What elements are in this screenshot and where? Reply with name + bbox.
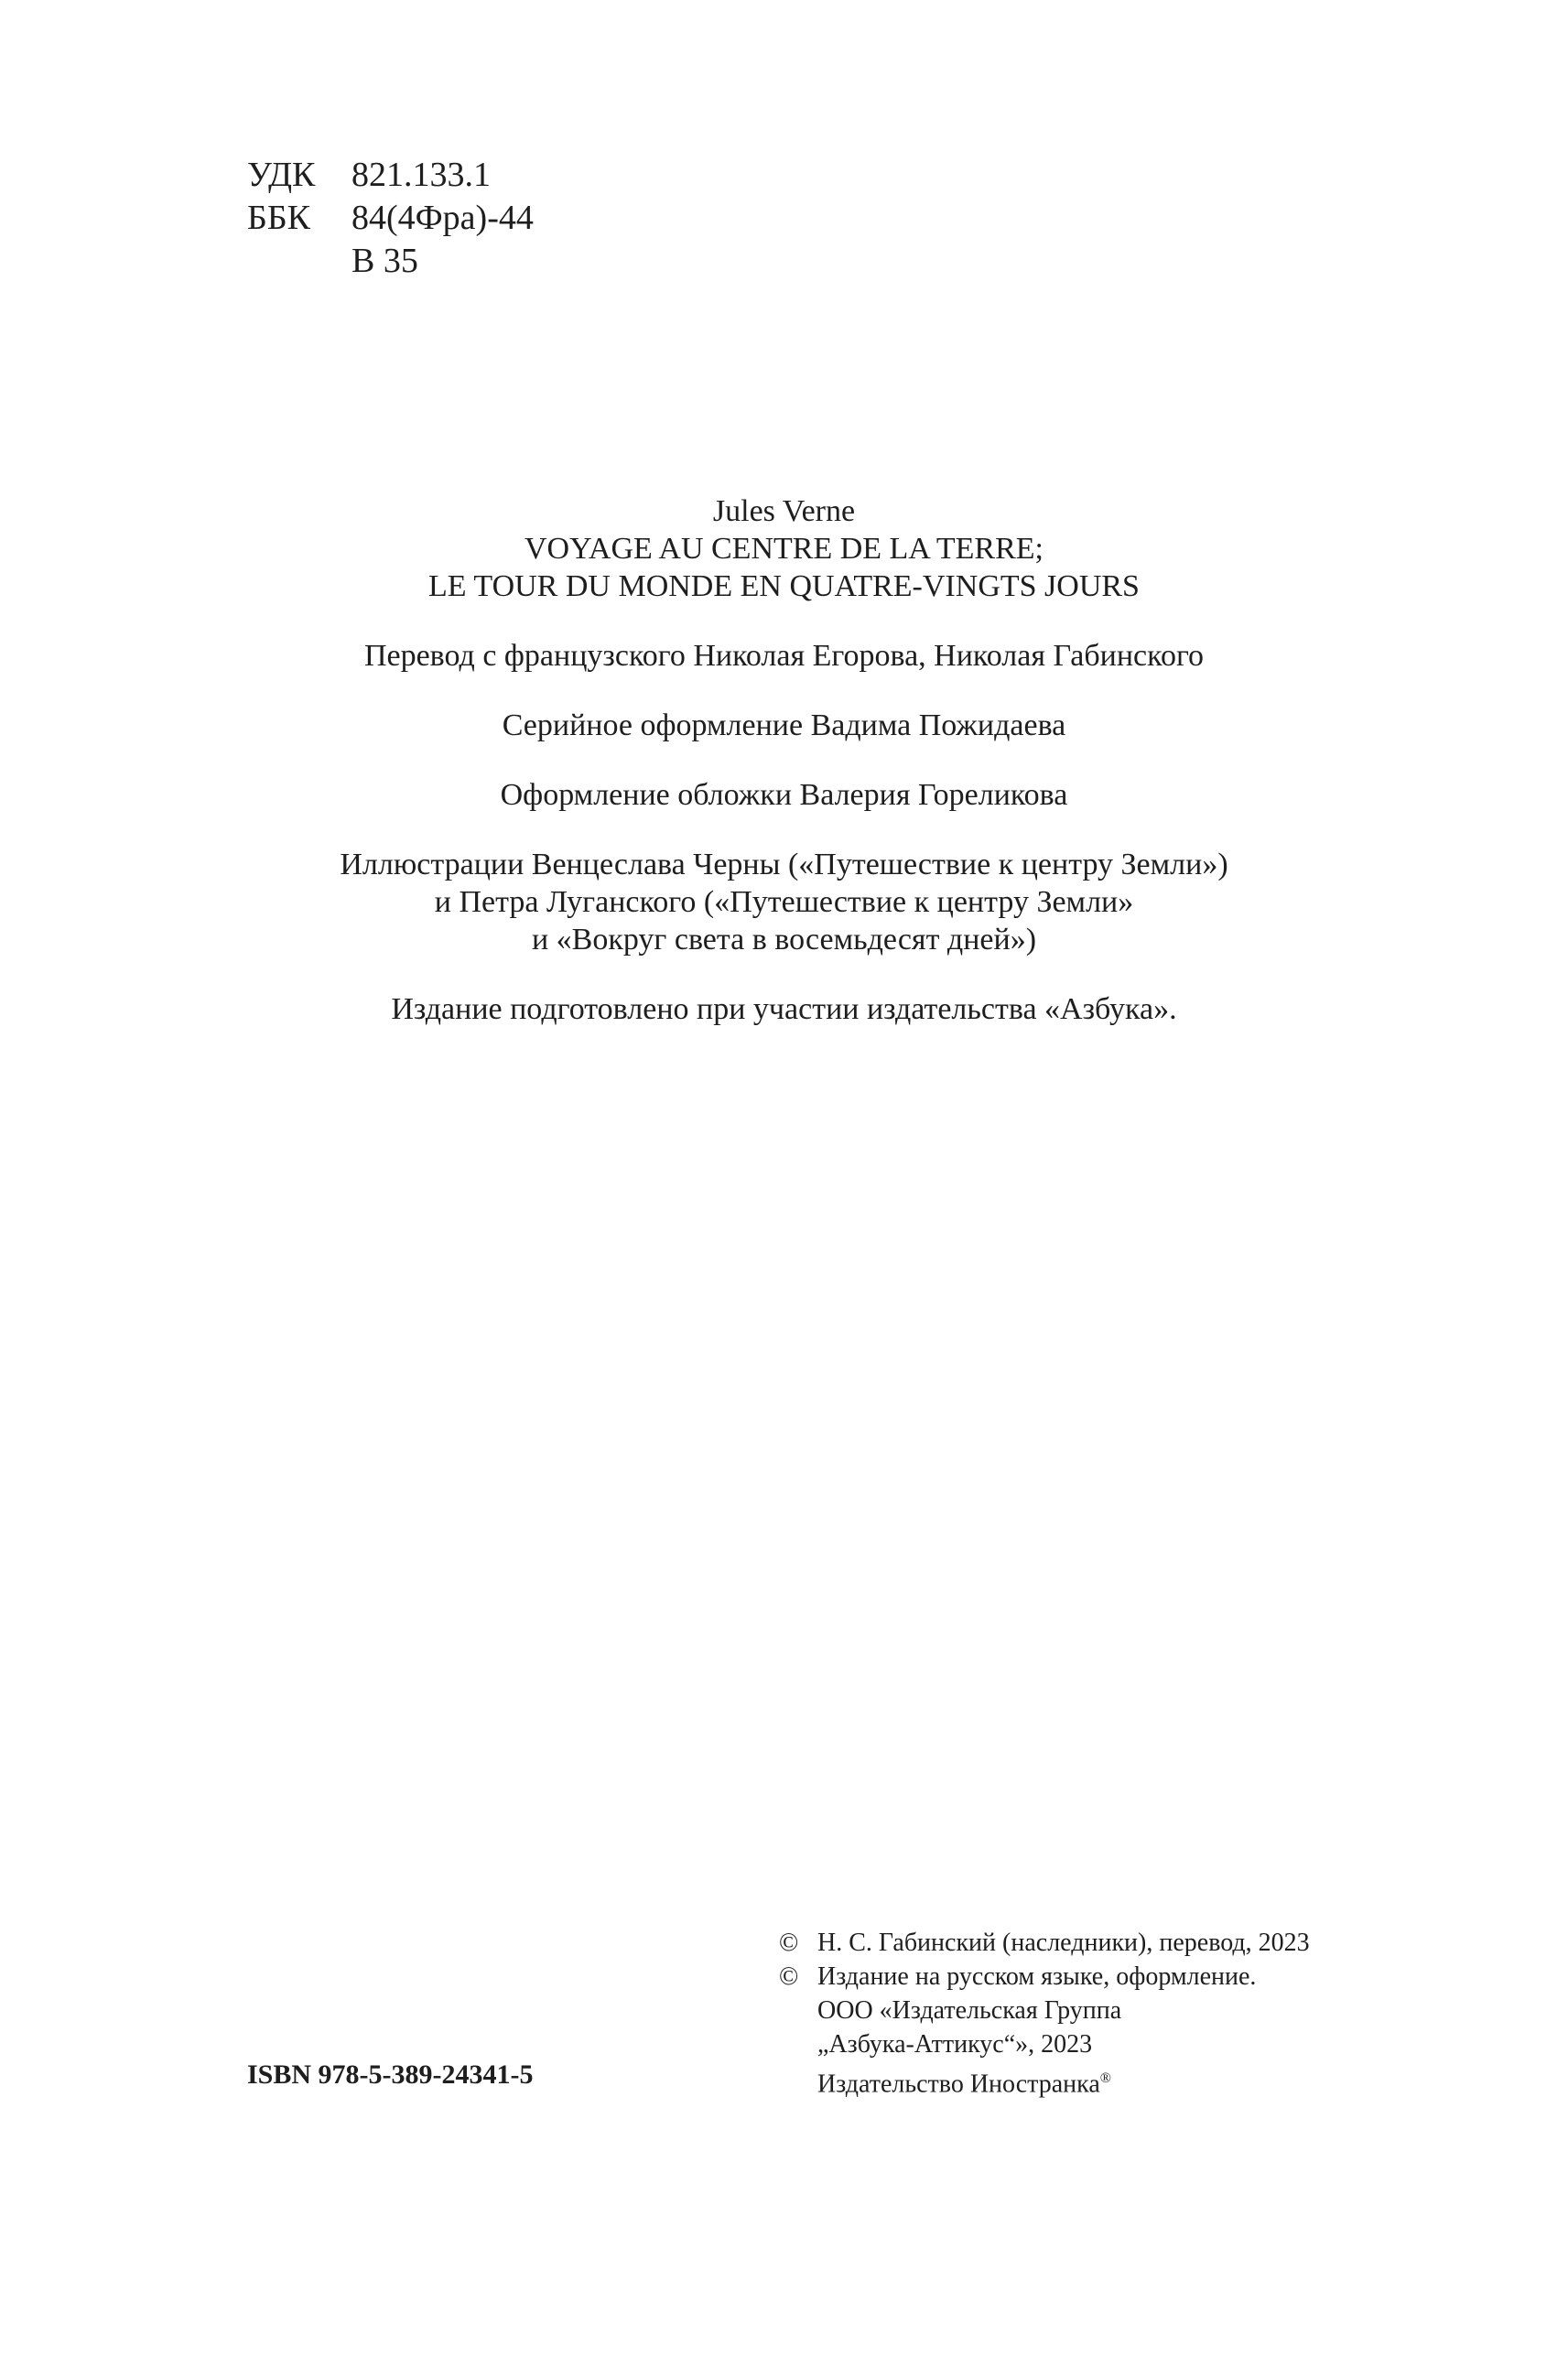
edition-note: Издание подготовлено при участии издательства «Азбука».	[391, 992, 1177, 1026]
copyright-line-5	[817, 2061, 1111, 2101]
illustrations-credit-line-2: и Петра Луганского («Путешествие к центру Земли»	[434, 885, 1134, 919]
translation-credit: Перевод с французского Николая Егорова, Николая Габинского	[363, 639, 1205, 673]
publisher-name: Издательство Иностранка	[817, 2070, 1100, 2099]
udk-row	[247, 154, 534, 197]
isbn: ISBN 978-5-389-24341-5	[247, 2059, 534, 2090]
cover-design-credit: Оформление обложки Валерия Гореликова	[500, 778, 1068, 812]
original-title-line-1: VOYAGE AU CENTRE DE LA TERRE;	[524, 532, 1044, 566]
copyright-row-edition	[779, 1960, 1310, 1994]
bbk-label: ББК	[247, 199, 310, 237]
udk-label: УДК	[247, 156, 316, 194]
copyright-line-2: Издание на русском языке, оформление.	[817, 1962, 1257, 1991]
library-classification	[247, 154, 534, 283]
credits-block	[0, 492, 1568, 1028]
copyright-line-4: „Азбука-Аттикус“», 2023	[817, 2030, 1093, 2059]
copyright-block	[779, 1926, 1310, 2101]
series-design-credit: Серийное оформление Вадима Пожидаева	[502, 708, 1066, 742]
copyright-sign: ©	[779, 1962, 799, 1991]
illustrations-credit-line-3: и «Вокруг света в восемьдесят дней»)	[531, 923, 1037, 957]
copyright-sign: ©	[779, 1929, 799, 1957]
copyright-line-3: ООО «Издательская Группа	[817, 1996, 1122, 2025]
bbk-value: 84(4Фра)-44	[351, 199, 534, 237]
udk-value: 821.133.1	[351, 156, 491, 194]
original-title-line-2: LE TOUR DU MONDE EN QUATRE-VINGTS JOURS	[428, 569, 1140, 603]
bbk-row	[247, 197, 534, 240]
author-sign: В 35	[351, 242, 418, 280]
author-sign-row	[247, 240, 534, 283]
copyright-row-translation	[779, 1926, 1310, 1960]
registered-mark: ®	[1099, 2070, 1111, 2086]
copyright-line-1: Н. С. Габинский (наследники), перевод, 2023	[817, 1929, 1310, 1957]
original-author: Jules Verne	[712, 494, 856, 528]
illustrations-credit-line-1: Иллюстрации Венцеслава Черны («Путешествие к центру Земли»)	[340, 848, 1228, 881]
